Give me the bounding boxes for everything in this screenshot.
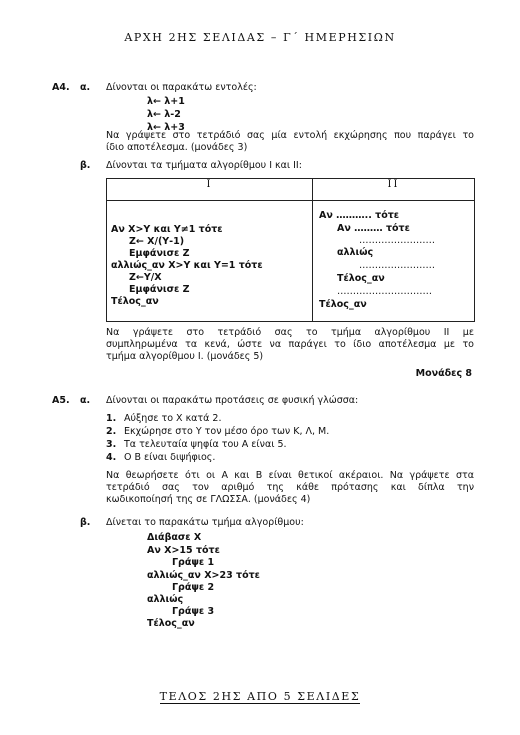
algorithm-2-line: Τέλος_αν <box>337 273 385 284</box>
code-line: Αν Χ>15 τότε <box>147 545 220 556</box>
algorithm-1-line: Τέλος_αν <box>111 296 159 307</box>
statement-text: Ο Β είναι διψήφιος. <box>124 452 216 463</box>
question-a4-total-marks: Μονάδες 8 <box>415 368 472 379</box>
command-line: λ← λ-2 <box>147 109 181 120</box>
question-a5-number: Α5. <box>52 395 70 406</box>
question-a4-b-task-line: τμήμα αλγορίθμου Ι. (μονάδες 5) <box>106 351 264 362</box>
statement-number: 3. <box>106 439 117 450</box>
algorithm-1-cell <box>107 201 313 322</box>
statement-number: 4. <box>106 452 117 463</box>
algorithm-1-line: αλλιώς_αν Χ>Υ και Υ=1 τότε <box>111 260 263 271</box>
statement-text: Εκχώρησε στο Υ τον μέσο όρο των Κ, Λ, Μ. <box>124 426 330 437</box>
question-a4-a-task-line: Να γράψετε στο τετράδιό σας μία εντολή εκχώρησης που παράγει το <box>106 130 474 141</box>
question-a5-a-letter: α. <box>80 395 91 406</box>
question-a5-a-intro: Δίνονται οι παρακάτω προτάσεις σε φυσική γλώσσα: <box>106 395 359 406</box>
code-line: Γράψε 1 <box>172 557 215 568</box>
command-line: λ← λ+1 <box>147 96 185 107</box>
question-a4-b-letter: β. <box>80 160 91 171</box>
statement-number: 2. <box>106 426 117 437</box>
question-a4-b-task-line: Να γράψετε στο τετράδιό σας το τμήμα αλγορίθμου ΙΙ με <box>106 327 474 338</box>
question-a4-a-intro: Δίνονται οι παρακάτω εντολές: <box>106 82 257 93</box>
code-line: αλλιώς <box>147 594 184 605</box>
code-line: Γράψε 3 <box>172 606 215 617</box>
statement-number: 1. <box>106 413 117 424</box>
code-line: Τέλος_αν <box>147 618 195 629</box>
algorithm-2-cell <box>313 201 475 322</box>
algorithm-2-header: ΙΙ <box>313 179 475 201</box>
command-line: λ← λ+3 <box>147 122 185 133</box>
algorithm-2-line: Τέλος_αν <box>319 299 367 310</box>
question-a5-b-letter: β. <box>80 517 91 528</box>
algorithm-1-line: Αν Χ>Υ και Υ≠1 τότε <box>111 224 223 235</box>
algorithm-2-line: Αν ……… τότε <box>337 223 410 234</box>
code-line: αλλιώς_αν Χ>23 τότε <box>147 570 260 581</box>
question-a4-b-intro: Δίνονται τα τμήματα αλγορίθμου Ι και ΙΙ: <box>106 160 302 171</box>
algorithms-table <box>106 178 475 322</box>
code-line: Διάβασε Χ <box>147 532 202 543</box>
question-a4-a-task-line: ίδιο αποτέλεσμα. (μονάδες 3) <box>106 142 248 153</box>
algorithm-1-line: Ζ← Χ/(Υ-1) <box>129 236 185 247</box>
question-a4-number: Α4. <box>52 82 70 93</box>
page-footer-text: ΤΕΛΟΣ 2ΗΣ ΑΠΟ 5 ΣΕΛΙΔΕΣ <box>159 690 361 703</box>
page-header: ΑΡΧΗ 2ΗΣ ΣΕΛΙΔΑΣ – Γ΄ ΗΜΕΡΗΣΙΩΝ <box>124 31 396 44</box>
algorithm-2-line: αλλιώς <box>337 247 374 258</box>
algorithm-1-header: Ι <box>107 179 313 201</box>
algorithm-2-blank: ………………………… <box>337 286 432 297</box>
statement-text: Αύξησε το Χ κατά 2. <box>124 413 222 424</box>
algorithm-1-line: Εμφάνισε Ζ <box>129 284 190 295</box>
statement-text: Τα τελευταία ψηφία του Α είναι 5. <box>124 439 287 450</box>
algorithm-1-line: Ζ←Υ/Χ <box>129 272 162 283</box>
question-a5-a-task-line: τετράδιό σας τον αριθμό της κάθε πρότασης και δίπλα την <box>106 482 474 493</box>
algorithm-2-blank: …………………… <box>359 260 435 271</box>
algorithm-2-blank: …………………… <box>359 235 435 246</box>
question-a5-a-task-line: κωδικοποίησή της σε ΓΛΩΣΣΑ. (μονάδες 4) <box>106 494 311 505</box>
page-footer <box>0 690 520 703</box>
algorithm-2-line: Αν ……….. τότε <box>319 210 400 221</box>
question-a4-b-task-line: συμπληρωμένα τα κενά, ώστε να παράγει το ίδιο αποτέλεσμα με το <box>106 339 474 350</box>
question-a4-a-letter: α. <box>80 82 91 93</box>
algorithm-1-line: Εμφάνισε Ζ <box>129 248 190 259</box>
question-a5-a-task-line: Να θεωρήσετε ότι οι Α και Β είναι θετικοί ακέραιοι. Να γράψετε στα <box>106 470 474 481</box>
question-a5-b-intro: Δίνεται το παρακάτω τμήμα αλγορίθμου: <box>106 517 304 528</box>
code-line: Γράψε 2 <box>172 582 215 593</box>
